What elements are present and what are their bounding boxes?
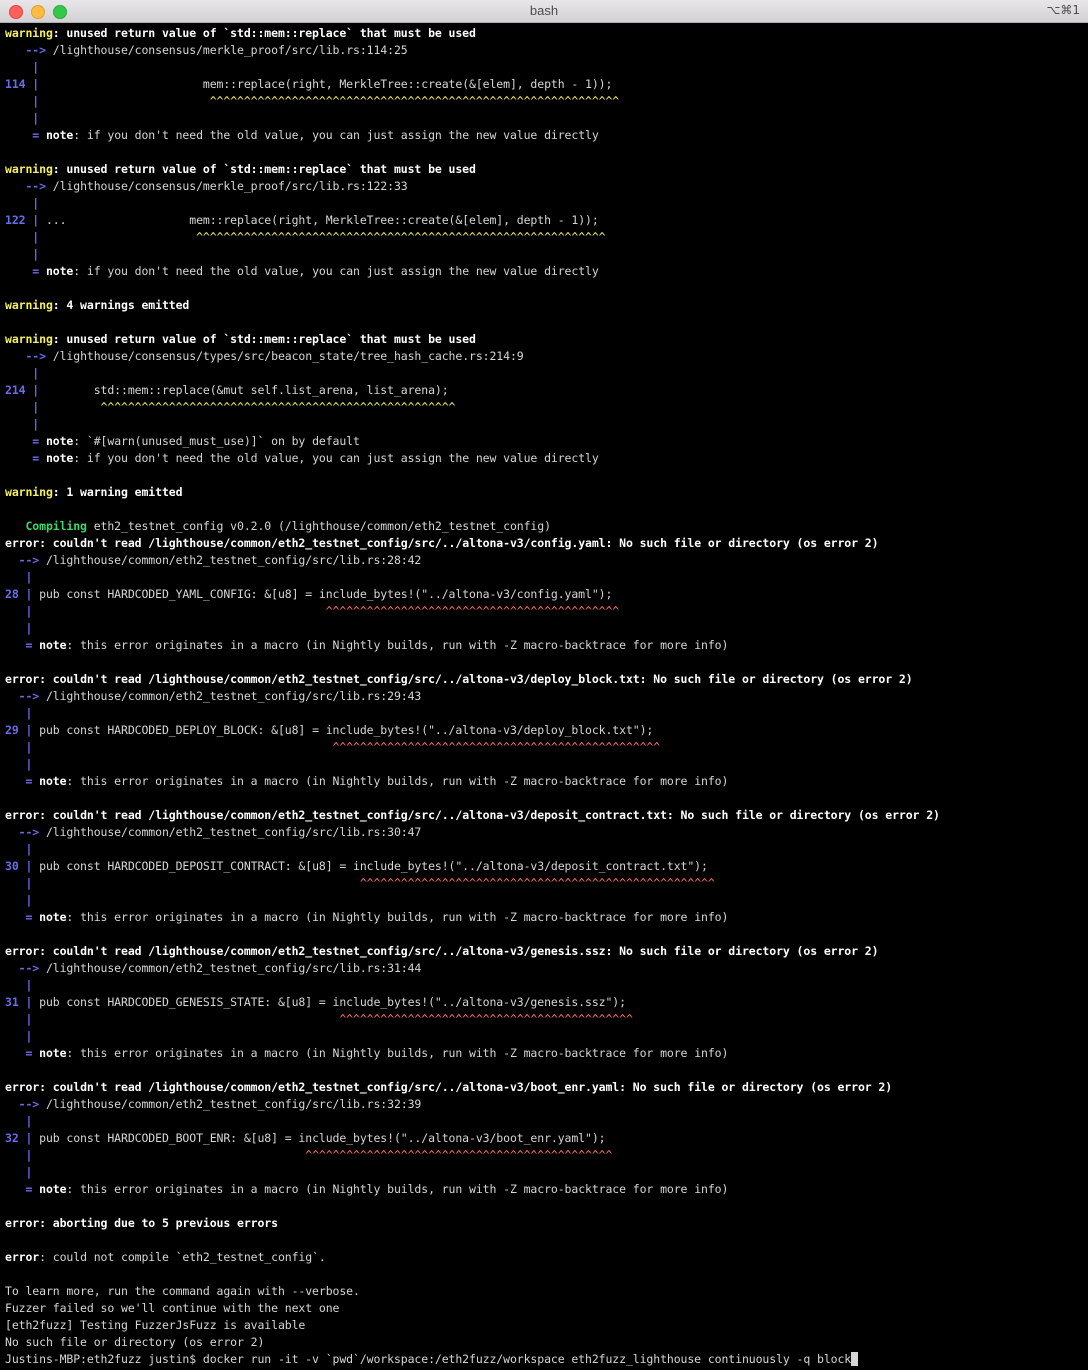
note-marker: = — [5, 128, 40, 142]
line-number: 30 | — [5, 859, 33, 873]
note-label: note — [39, 434, 74, 448]
error-underline: ^^^^^^^^^^^^^^^^^^^^^^^^^^^^^^^^^^^^^^^^^^^^^^^^^^^^ — [100, 400, 456, 414]
source-location: /lighthouse/common/eth2_testnet_config/src/lib.rs:30:47 — [39, 825, 422, 839]
terminal-line — [5, 773, 1088, 790]
note-text: : if you don't need the old value, you can just assign the new value directly — [73, 451, 599, 465]
warning-message: : 1 warning emitted — [52, 485, 183, 499]
terminal-line — [5, 331, 1088, 348]
terminal-line — [5, 620, 1088, 637]
terminal-line — [5, 1181, 1088, 1198]
terminal-line — [5, 1028, 1088, 1045]
source-code: pub const HARDCODED_GENESIS_STATE: &[u8] = include_bytes!("../altona-v3/genesis.ssz"); — [32, 995, 626, 1009]
gutter-bar: | — [5, 1012, 33, 1026]
error-underline: ^^^^^^^^^^^^^^^^^^^^^^^^^^^^^^^^^^^^^^^^^^^^^^^^^^^^ — [359, 876, 715, 890]
terminal-line — [5, 59, 1088, 76]
source-code: pub const HARDCODED_BOOT_ENR: &[u8] = include_bytes!("../altona-v3/boot_enr.yaml"); — [32, 1131, 606, 1145]
terminal-line — [5, 722, 1088, 739]
line-number: 29 | — [5, 723, 33, 737]
terminal-line — [5, 93, 1088, 110]
gutter-bar: | — [5, 366, 40, 380]
error-message: : couldn't read /lighthouse/common/eth2_testnet_config/src/../altona-v3/boot_enr.yaml: No such file or directory (os error 2) — [39, 1080, 893, 1094]
note-marker: = — [5, 264, 40, 278]
terminal-line — [5, 212, 1088, 229]
warning-label: warning — [5, 332, 53, 346]
error-underline: ^^^^^^^^^^^^^^^^^^^^^^^^^^^^^^^^^^^^^^^^^^^^^ — [305, 1148, 613, 1162]
terminal-line — [5, 960, 1088, 977]
terminal-line — [5, 450, 1088, 467]
terminal-line — [5, 1283, 1088, 1300]
gutter-bar: | — [5, 740, 33, 754]
terminal-line — [5, 1011, 1088, 1028]
source-location: /lighthouse/common/eth2_testnet_config/src/lib.rs:31:44 — [39, 961, 422, 975]
caret-padding — [32, 604, 325, 618]
note-marker: = — [5, 1182, 33, 1196]
terminal-line — [5, 1215, 1088, 1232]
error-label: error — [5, 1216, 40, 1230]
window-shortcut: ⌥⌘1 — [1046, 3, 1080, 17]
terminal-line — [5, 484, 1088, 501]
gutter-bar: | — [5, 230, 40, 244]
error-underline: ^^^^^^^^^^^^^^^^^^^^^^^^^^^^^^^^^^^^^^^^^^^^^^^^ — [332, 740, 661, 754]
gutter-bar: | — [5, 893, 33, 907]
terminal-line — [5, 1351, 1088, 1368]
gutter-bar: | — [5, 111, 40, 125]
gutter-bar: | — [5, 400, 40, 414]
caret-padding — [32, 876, 360, 890]
terminal-line — [5, 1079, 1088, 1096]
source-code: pub const HARDCODED_DEPOSIT_CONTRACT: &[u8] = include_bytes!("../altona-v3/deposit_contract.txt"); — [32, 859, 708, 873]
gutter-bar: | — [5, 876, 33, 890]
terminal-line — [5, 1045, 1088, 1062]
note-label: note — [32, 774, 67, 788]
warning-label: warning — [5, 485, 53, 499]
text-cursor — [851, 1352, 858, 1366]
source-code: pub const HARDCODED_YAML_CONFIG: &[u8] = include_bytes!("../altona-v3/config.yaml"); — [32, 587, 613, 601]
line-number: 114 | — [5, 77, 40, 91]
terminal-line — [5, 263, 1088, 280]
note-marker: = — [5, 451, 40, 465]
source-code: std::mem::replace(&mut self.list_arena, list_arena); — [39, 383, 449, 397]
terminal-line — [5, 144, 1088, 161]
error-message: : couldn't read /lighthouse/common/eth2_testnet_config/src/../altona-v3/deploy_block.txt: No such file or directory (os error 2) — [39, 672, 913, 686]
note-label: note — [39, 451, 74, 465]
note-label: note — [32, 1182, 67, 1196]
warning-message: : 4 warnings emitted — [52, 298, 190, 312]
terminal-line — [5, 280, 1088, 297]
terminal-output[interactable] — [5, 25, 1088, 1368]
terminal-line — [5, 654, 1088, 671]
terminal-line — [5, 756, 1088, 773]
terminal-line — [5, 586, 1088, 603]
terminal-line — [5, 399, 1088, 416]
terminal-line — [5, 637, 1088, 654]
terminal-line — [5, 110, 1088, 127]
shell-prompt-command: Justins-MBP:eth2fuzz justin$ docker run -it -v `pwd`/workspace:/eth2fuzz/workspace eth2fuzz_lighthouse continuously -q block — [5, 1352, 852, 1366]
note-label: note — [32, 1046, 67, 1060]
gutter-bar: | — [5, 570, 33, 584]
compiling-label: Compiling — [5, 519, 87, 533]
terminal-line — [5, 705, 1088, 722]
error-underline: ^^^^^^^^^^^^^^^^^^^^^^^^^^^^^^^^^^^^^^^^^^^ — [325, 604, 620, 618]
source-location: /lighthouse/common/eth2_testnet_config/src/lib.rs:32:39 — [39, 1097, 422, 1111]
terminal-line — [5, 314, 1088, 331]
note-label: note — [32, 910, 67, 924]
terminal-line — [5, 127, 1088, 144]
error-label: error — [5, 1250, 40, 1264]
note-text: : if you don't need the old value, you can just assign the new value directly — [73, 128, 599, 142]
warning-message: : unused return value of `std::mem::replace` that must be used — [52, 332, 476, 346]
gutter-bar: | — [5, 978, 33, 992]
compiling-target: eth2_testnet_config v0.2.0 (/lighthouse/common/eth2_testnet_config) — [86, 519, 551, 533]
terminal-line — [5, 1164, 1088, 1181]
source-location: /lighthouse/consensus/merkle_proof/src/lib.rs:122:33 — [45, 179, 408, 193]
gutter-bar: | — [5, 417, 40, 431]
source-code: mem::replace(right, MerkleTree::create(&[elem], depth - 1)); — [39, 77, 613, 91]
terminal-line — [5, 739, 1088, 756]
terminal-line — [5, 365, 1088, 382]
error-label: error — [5, 944, 40, 958]
terminal-line — [5, 178, 1088, 195]
note-marker: = — [5, 638, 33, 652]
terminal-line — [5, 603, 1088, 620]
terminal-line — [5, 552, 1088, 569]
gutter-bar: | — [5, 196, 40, 210]
terminal-line — [5, 1130, 1088, 1147]
caret-padding — [39, 94, 210, 108]
error-label: error — [5, 1080, 40, 1094]
terminal-line — [5, 246, 1088, 263]
warning-message: : unused return value of `std::mem::replace` that must be used — [52, 162, 476, 176]
location-arrow: --> — [5, 43, 46, 57]
error-underline: ^^^^^^^^^^^^^^^^^^^^^^^^^^^^^^^^^^^^^^^^^^^ — [339, 1012, 633, 1026]
terminal-line — [5, 42, 1088, 59]
terminal-line — [5, 875, 1088, 892]
error-label: error — [5, 808, 40, 822]
note-text: : if you don't need the old value, you can just assign the new value directly — [73, 264, 599, 278]
terminal-line — [5, 1062, 1088, 1079]
line-number: 28 | — [5, 587, 33, 601]
source-location: /lighthouse/common/eth2_testnet_config/src/lib.rs:29:43 — [39, 689, 422, 703]
gutter-bar: | — [5, 706, 33, 720]
terminal-line — [5, 807, 1088, 824]
terminal-line — [5, 195, 1088, 212]
gutter-bar: | — [5, 621, 33, 635]
terminal-line — [5, 841, 1088, 858]
window-title: bash — [529, 3, 559, 18]
error-label: error — [5, 536, 40, 550]
error-underline: ^^^^^^^^^^^^^^^^^^^^^^^^^^^^^^^^^^^^^^^^^^^^^^^^^^^^^^^^^^^^ — [209, 94, 620, 108]
terminal-line — [5, 994, 1088, 1011]
gutter-bar: | — [5, 1165, 33, 1179]
error-underline: ^^^^^^^^^^^^^^^^^^^^^^^^^^^^^^^^^^^^^^^^^^^^^^^^^^^^^^^^^^^^ — [196, 230, 606, 244]
terminal-line — [5, 909, 1088, 926]
location-arrow: --> — [5, 961, 40, 975]
source-code: pub const HARDCODED_DEPLOY_BLOCK: &[u8] = include_bytes!("../altona-v3/deploy_block.txt"); — [32, 723, 654, 737]
note-text: : this error originates in a macro (in Nightly builds, run with -Z macro-backtrace for more info) — [66, 638, 729, 652]
terminal-line — [5, 25, 1088, 42]
terminal-line — [5, 1317, 1088, 1334]
terminal-line — [5, 1266, 1088, 1283]
terminal-line — [5, 297, 1088, 314]
gutter-bar: | — [5, 1148, 33, 1162]
warning-label: warning — [5, 298, 53, 312]
error-message: : aborting due to 5 previous errors — [39, 1216, 278, 1230]
gutter-bar: | — [5, 1029, 33, 1043]
warning-label: warning — [5, 26, 53, 40]
terminal-line — [5, 161, 1088, 178]
gutter-bar: | — [5, 247, 40, 261]
terminal-line — [5, 1096, 1088, 1113]
terminal-line — [5, 858, 1088, 875]
caret-padding — [32, 1012, 339, 1026]
note-text: : this error originates in a macro (in Nightly builds, run with -Z macro-backtrace for more info) — [66, 910, 729, 924]
terminal-line — [5, 671, 1088, 688]
terminal-line — [5, 688, 1088, 705]
terminal-line — [5, 943, 1088, 960]
note-label: note — [32, 638, 67, 652]
warning-label: warning — [5, 162, 53, 176]
terminal-line — [5, 1113, 1088, 1130]
output-text: No such file or directory (os error 2) — [5, 1335, 265, 1349]
window-titlebar — [0, 0, 1088, 23]
terminal-line — [5, 501, 1088, 518]
gutter-bar: | — [5, 60, 40, 74]
terminal-line — [5, 382, 1088, 399]
error-message: : couldn't read /lighthouse/common/eth2_testnet_config/src/../altona-v3/deposit_contract.txt: No such file or directory (os error 2) — [39, 808, 940, 822]
terminal-line — [5, 76, 1088, 93]
gutter-bar: | — [5, 1114, 33, 1128]
error-label: error — [5, 672, 40, 686]
source-code: ... mem::replace(right, MerkleTree::create(&[elem], depth - 1)); — [39, 213, 599, 227]
output-text: Fuzzer failed so we'll continue with the next one — [5, 1301, 340, 1315]
gutter-bar: | — [5, 604, 33, 618]
caret-padding — [39, 400, 100, 414]
note-text: : this error originates in a macro (in Nightly builds, run with -Z macro-backtrace for more info) — [66, 774, 729, 788]
terminal-line — [5, 790, 1088, 807]
terminal-line — [5, 229, 1088, 246]
terminal-line — [5, 1300, 1088, 1317]
note-marker: = — [5, 910, 33, 924]
line-number: 122 | — [5, 213, 40, 227]
terminal-line — [5, 892, 1088, 909]
error-message: : couldn't read /lighthouse/common/eth2_testnet_config/src/../altona-v3/config.yaml: No such file or directory (os error 2) — [39, 536, 879, 550]
terminal-line — [5, 467, 1088, 484]
terminal-line — [5, 1147, 1088, 1164]
terminal-line — [5, 1249, 1088, 1266]
output-text: To learn more, run the command again with --verbose. — [5, 1284, 360, 1298]
gutter-bar: | — [5, 842, 33, 856]
line-number: 214 | — [5, 383, 40, 397]
caret-padding — [32, 740, 332, 754]
caret-padding — [39, 230, 196, 244]
terminal-line — [5, 1232, 1088, 1249]
line-number: 31 | — [5, 995, 33, 1009]
source-location: /lighthouse/consensus/merkle_proof/src/lib.rs:114:25 — [45, 43, 408, 57]
location-arrow: --> — [5, 825, 40, 839]
terminal-line — [5, 977, 1088, 994]
source-location: /lighthouse/common/eth2_testnet_config/src/lib.rs:28:42 — [39, 553, 422, 567]
terminal-line — [5, 1198, 1088, 1215]
terminal-line — [5, 518, 1088, 535]
location-arrow: --> — [5, 349, 46, 363]
gutter-bar: | — [5, 757, 33, 771]
caret-padding — [32, 1148, 305, 1162]
terminal-line — [5, 348, 1088, 365]
note-marker: = — [5, 434, 40, 448]
line-number: 32 | — [5, 1131, 33, 1145]
location-arrow: --> — [5, 553, 40, 567]
terminal-line — [5, 824, 1088, 841]
terminal-line — [5, 433, 1088, 450]
terminal-line — [5, 569, 1088, 586]
terminal-line — [5, 926, 1088, 943]
error-message: : could not compile `eth2_testnet_config`. — [39, 1250, 326, 1264]
note-marker: = — [5, 1046, 33, 1060]
output-text: [eth2fuzz] Testing FuzzerJsFuzz is available — [5, 1318, 306, 1332]
location-arrow: --> — [5, 689, 40, 703]
note-text: : `#[warn(unused_must_use)]` on by default — [73, 434, 360, 448]
note-text: : this error originates in a macro (in Nightly builds, run with -Z macro-backtrace for more info) — [66, 1182, 729, 1196]
location-arrow: --> — [5, 1097, 40, 1111]
source-location: /lighthouse/consensus/types/src/beacon_state/tree_hash_cache.rs:214:9 — [45, 349, 524, 363]
terminal-line — [5, 1334, 1088, 1351]
error-message: : couldn't read /lighthouse/common/eth2_testnet_config/src/../altona-v3/genesis.ssz: No such file or directory (os error 2) — [39, 944, 879, 958]
location-arrow: --> — [5, 179, 46, 193]
terminal-line — [5, 416, 1088, 433]
warning-message: : unused return value of `std::mem::replace` that must be used — [52, 26, 476, 40]
note-text: : this error originates in a macro (in Nightly builds, run with -Z macro-backtrace for more info) — [66, 1046, 729, 1060]
note-label: note — [39, 128, 74, 142]
terminal-line — [5, 535, 1088, 552]
note-marker: = — [5, 774, 33, 788]
gutter-bar: | — [5, 94, 40, 108]
note-label: note — [39, 264, 74, 278]
